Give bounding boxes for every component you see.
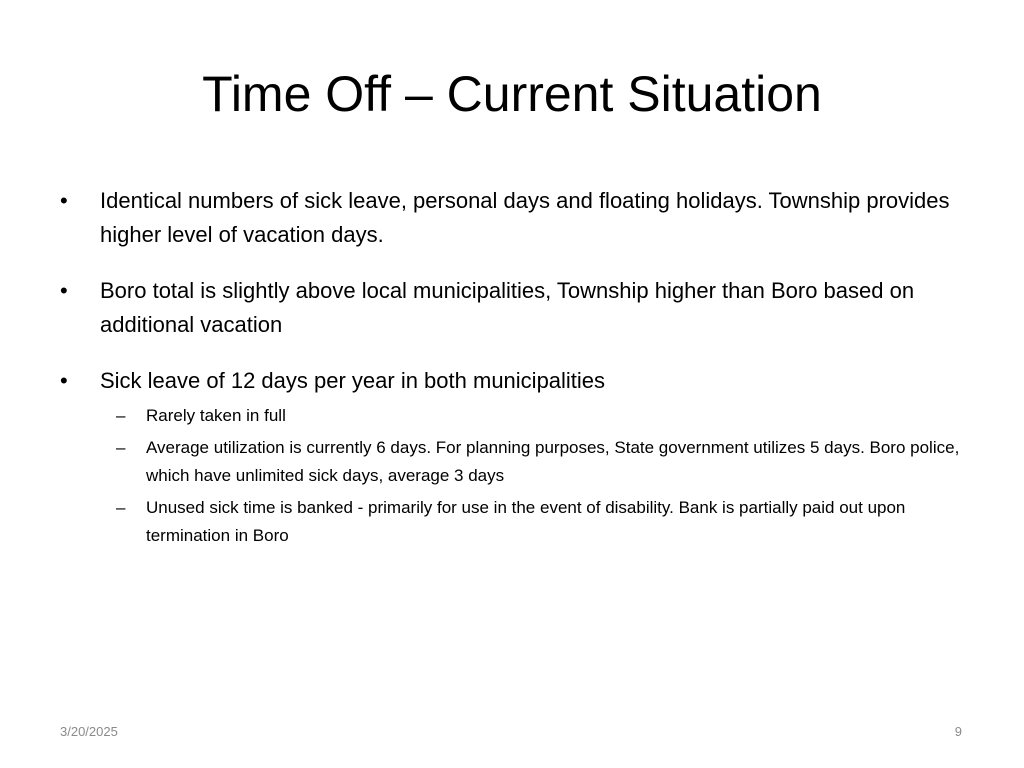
slide-body bbox=[56, 184, 976, 554]
bullet-text: Boro total is slightly above local municipalities, Township higher than Boro based on additional vacation bbox=[100, 278, 915, 337]
bullet-dot-icon: • bbox=[60, 278, 68, 303]
bullet-dot-icon: • bbox=[60, 188, 68, 213]
dash-icon: – bbox=[116, 406, 126, 425]
bullet-text: Identical numbers of sick leave, personal days and floating holidays. Township provides higher level of vacation days. bbox=[100, 188, 950, 247]
sub-bullet-list bbox=[56, 402, 976, 550]
sub-bullet-item bbox=[56, 434, 976, 490]
slide-title: Time Off – Current Situation bbox=[202, 66, 822, 122]
bullet-dot-icon: • bbox=[60, 368, 68, 393]
bullet-text: Sick leave of 12 days per year in both municipalities bbox=[100, 368, 606, 393]
dash-icon: – bbox=[116, 498, 126, 517]
slide-number: 9 bbox=[954, 724, 962, 739]
sub-bullet-item bbox=[56, 494, 976, 550]
bullet-item bbox=[56, 364, 976, 398]
bullet-item bbox=[56, 184, 976, 252]
footer-date: 3/20/2025 bbox=[60, 724, 118, 739]
sub-bullet-text: Unused sick time is banked - primarily for use in the event of disability. Bank is partially paid out upon termination in Boro bbox=[146, 498, 906, 545]
bullet-item bbox=[56, 274, 976, 342]
sub-bullet-text: Rarely taken in full bbox=[146, 406, 286, 425]
sub-bullet-item bbox=[56, 402, 976, 430]
dash-icon: – bbox=[116, 438, 126, 457]
sub-bullet-text: Average utilization is currently 6 days. For planning purposes, State government utilizes 5 days. Boro police, which have unlimited sick days, average 3 days bbox=[146, 438, 960, 485]
